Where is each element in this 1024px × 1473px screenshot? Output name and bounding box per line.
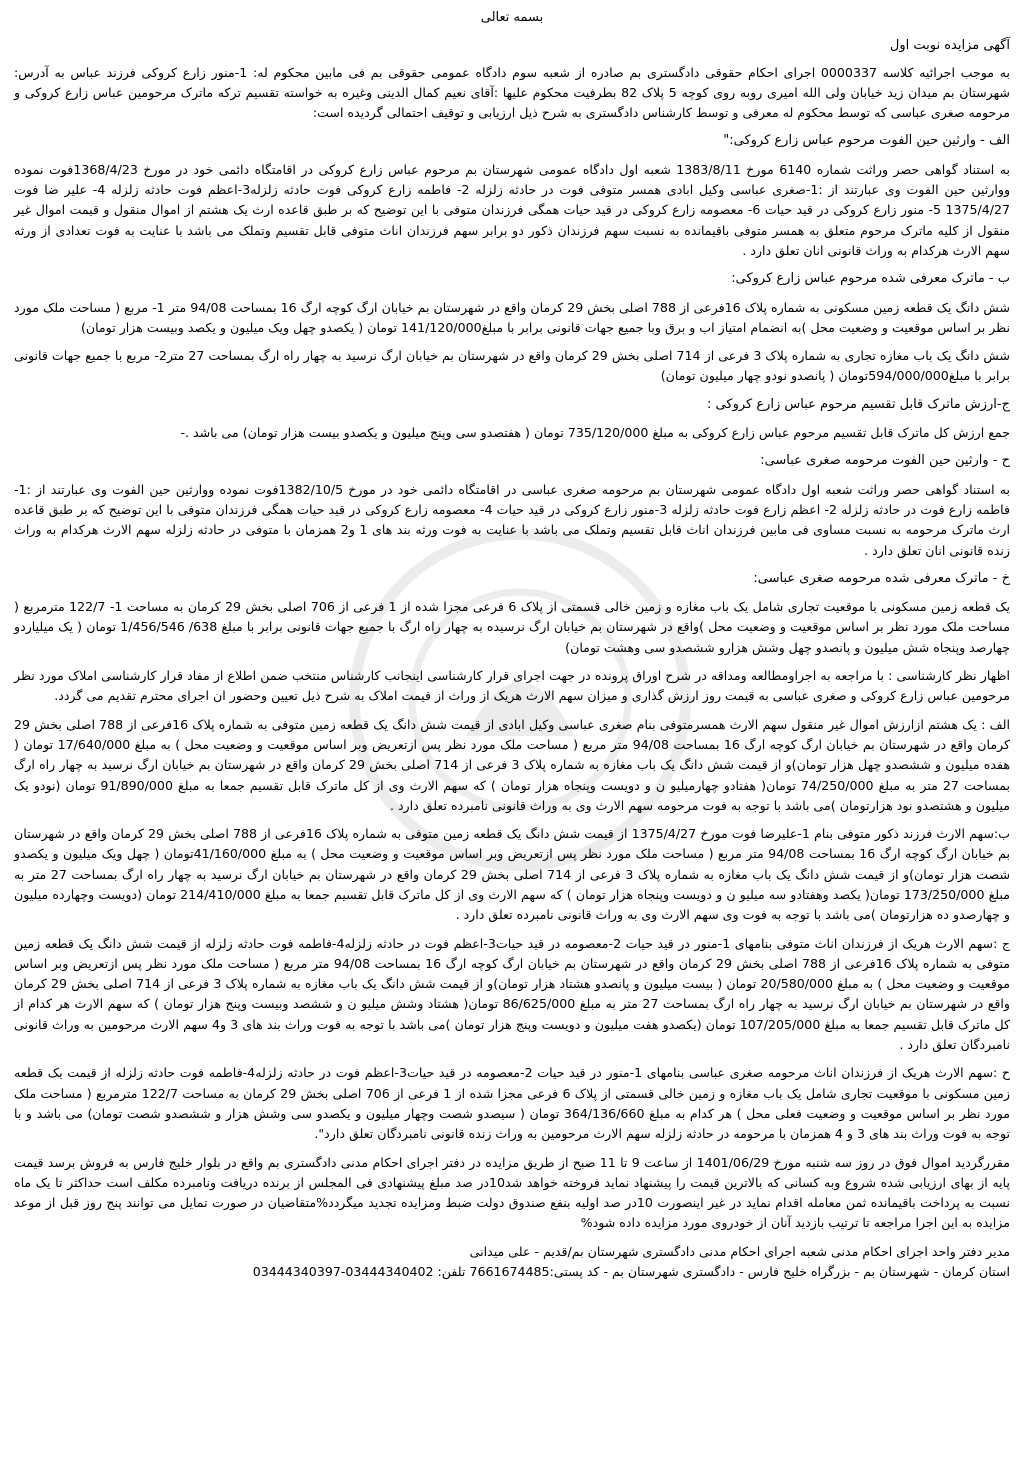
- document-title: بسمه تعالی: [480, 10, 544, 25]
- heirs-soghra-text: به استناد گواهی حصر وراثت شعبه اول دادگاه عمومی شهرستان بم مرحومه صغری عباسی در اقامتگاه دائمی خود در مورخ 1382/10/5فوت نموده ووارثین حین الفوت وی عبارتند از :1-فاطمه زارع فوت در حادثه زلزله 2- اعظم زارع فوت حادثه زلزله 3-منور زارع کروکی در قید حیات 4- معصومه زارع کروکی در قید حیات همگی فرزندان متوفی با این توضیح که بر طبق قاعده ارث ماترک مرحومه به نسبت مساوی فی مابین فرزندان اناث قابل تقسیم وتملک می باشد با عنایت به فوت ورثه بند های 1 و2 همزمان با متوفی در حادثه زلزله سهم الارث هرکدام به وراث زنده قانونی انان تعلق دارد .: [14, 481, 1011, 558]
- heirs-abbas-heading: الف - وارثین حین الفوت مرحوم عباس زارع کروکی:": [723, 133, 1010, 149]
- share-daughters-soghra-text: ح :سهم الارث هریک از فرزندان اناث مرحومه صغری عباسی بنامهای 1-منور در قید حیات 2-معصومه در قید حیات3-اعظم فوت در حادثه زلزله4-فاطمه فوت حادثه زلزله از قیمت یک قطعه زمین مسکونی با موقعیت تجاری شامل یک باب مغازه و زمین خالی قسمتی از پلاک 6 فرعی مجزا شده از 1 فرعی از 706 اصلی بخش 29 کرمان به مساحت 122/7 مترمربع ( مساحت ملک مورد نظر بر اساس موقعیت و وضعیت فعلی محل ) هر کدام به مبلغ 364/136/660 تومان ( سیصدو شصت وچهار میلیون و یکصدو سی وشش هزار و ششصدو شصت تومان) می باشد و با توجه به فوت وراث بند های 3 و 4 همزمان با مرحومه در حادثه زلزله سهم الارث مرحومین به وراث زنده قانونی نامبردگان تعلق دارد".: [14, 1065, 1010, 1142]
- expert-opinion-text: اظهار نظر کارشناسی : با مراجعه به اجراومطالعه ومداقه در شرح اوراق پرونده در جهت اجرای قرار کارشناسی اینجانب کارشناس منتخب ضمن اطلاع از مفاد قرار کارشناسی املاک مورد نظر مرحومین عباس زارع کروکی و صغری عباسی به قیمت روز ارزش گذاری و میزان سهم الارث هریک از وراث از قیمت املاک به شرح ذیل تعیین وحضور ان اجرای محترم تقدیم می گردد.: [14, 668, 1010, 704]
- estate-value-text: جمع ارزش کل ماترک قابل تقسیم مرحوم عباس زارع کروکی به مبلغ 735/120/000 تومان ( هفتصدو سی وپنج میلیون و یکصدو بیست هزار تومان) می باشد .-: [180, 425, 1010, 441]
- signature-line: مدیر دفتر واحد اجرای احکام مدنی شعبه اجرای احکام مدنی دادگستری شهرستان بم/قدیم - علی میدانی: [469, 1243, 1010, 1259]
- estate-abbas-heading: ب - ماترک معرفی شده مرحوم عباس زارع کروکی:: [731, 271, 1010, 287]
- heirs-abbas-text: به استناد گواهی حصر وراثت شماره 6140 مورخ 1383/8/11 شعبه اول دادگاه عمومی شهرستان بم مرحوم عباس زارع کروکی در اقامتگاه دائمی خود در مورخ 1368/4/23فوت نموده ووارثین حین الفوت وی عبارتند از :1-صغری عباسی وکیل ابادی همسر متوفی فوت در حادثه زلزله 2- فاطمه زارع کروکی فوت حادثه زلزله3-اعظم فوت حادثه زلزله 4- علیر ضا فوت 1375/4/27 5- منور زارع کروکی در قید حیات 6- معصومه زارع کروکی در قید حیات همگی فرزندان متوفی با این توضیح که بر طبق قاعده ارث یک هشتم از اموال منقول و قیمت اموال غیر منقول از کلیه ماترک مرحوم متعلق به همسر متوفی باقیمانده به نسبت سهم فرزندان ذکور دو برابر سهم فرزندان اناث متوفی قابل تقسیم وتملک می باشد با عنایت به فوت تعدادی از ورثه سهم الارث هرکدام به وراث قانونی انان تعلق دارد .: [14, 161, 1011, 258]
- estate-soghra-text: یک قطعه زمین مسکونی با موقعیت تجاری شامل یک باب مغازه و زمین خالی قسمتی از پلاک 6 فرعی مجزا شده از 1 فرعی از 706 اصلی بخش 29 کرمان به مساحت 1- 122/7 مترمربع ( مساحت ملک مورد نظر بر اساس موقعیت و وضعیت محل )واقع در شهرستان بم خیابان ارگ نرسیده به چهار راه ارگ با جمیع جهات قانونی برابر با مبلغ 638/ 1/456/546 تومان ( یک میلیاردو چهارصد وپنجاه شش میلیون و پانصدو چهل وشش هزارو ششصدو سی وهشت تومان): [14, 599, 1011, 655]
- estate-abbas-item-1: شش دانگ یک قطعه زمین مسکونی به شماره پلاک 16فرعی از 788 اصلی بخش 29 کرمان واقع در شهرستان بم خیابان ارگ کوچه ارگ 16 بمساحت 94/08 متر 1- مربع ( مساحت ملک مورد نظر بر اساس موقعیت و وضعیت محل )به انضمام امتیاز اب و برق وبا جمیع جهات قانونی برابر با مبلغ141/120/000 تومان ( یکصدو چهل ویک میلیون و یکصد وبیست هزار تومان): [14, 299, 1010, 335]
- intro-paragraph: به موجب اجرائیه کلاسه 0000337 اجرای احکام حقوقی دادگستری بم صادره از شعبه سوم دادگاه عمومی حقوقی بم فی مابین محکوم له: 1-منور زارع کروکی فرزند عباس به آدرس: شهرستان بم میدان زید خیابان ولی الله امیری روبه روی کوچه 5 پلاک 82 بطرفیت محکوم علیها :آقای نعیم کمال الدینی وغیره به خواسته تقسیم ترکه ماترک مرحومین عباس زارع کروکی و مرحومه صغری عباسی که توسط محکوم له معرفی و توسط کارشناس دادگستری به شرح ذیل ارزیابی و توقیف احتمالی گردیده است:: [14, 64, 1010, 121]
- auction-terms-text: مقررگردید اموال فوق در روز سه شنبه مورخ 1401/06/29 از ساعت 9 تا 11 صبح از طریق مزایده در دفتر اجرای احکام مدنی دادگستری بم واقع در بلوار خلیج فارس به فروش برسد قیمت پایه از بهای ارزیابی شده شروع وبه کسانی که بالاترین قیمت را پیشنهاد نماید فروخته خواهد شد10در صد مبلغ پیشنهادی فی المجلس از برنده دریافت ونامبرده مکلف است حداکثر تا یک ماه نسبت به پرداخت باقیمانده ثمن معامله اقدام نماید در غیر اینصورت 10در صد اولیه بنفع صندوق دولت ضبط ومزایده تجدید میگردد%متقاضیان در صورت تمایل می توانند پنج روز قبل از موعد مزایده به این اجرا مراجعه تا ترتیب بازدید آنان از خودروی مورد مزایده داده شود%: [14, 1154, 1011, 1231]
- estate-abbas-item-2: شش دانگ یک باب مغازه تجاری به شماره پلاک 3 فرعی از 714 اصلی بخش 29 کرمان واقع در شهرستان بم خیابان ارگ نرسید به چهار راه ارگ بمساحت 27 متر2- مربع با جمیع جهات قانونی برابر با مبلغ594/000/000تومان ( پانصدو نودو چهار میلیون تومان): [14, 348, 1010, 384]
- share-daughters-abbas-text: ج :سهم الارث هریک از فرزندان اناث متوفی بنامهای 1-منور در قید حیات 2-معصومه در قید حیات3-اعظم فوت در حادثه زلزله4-فاطمه فوت حادثه زلزله از قیمت شش دانگ یک قطعه زمین متوفی به شماره پلاک 16فرعی از 788 اصلی بخش 29 کرمان واقع در شهرستان بم خیابان ارگ کوچه ارگ 16 بمساحت 94/08 متر مربع ( مساحت ملک مورد نظر پس ازتعریض وبر اساس موقعیت و وضعیت محل ) به مبلغ 20/580/000 تومان ( بیست میلیون و پانصدو هشتاد هزار تومان)و از قیمت شش دانگ یک باب مغازه به شماره پلاک 3 فرعی از 714 اصلی بخش 29 کرمان واقع در شهرستان بم خیابان ارگ نرسید به چهار راه ارگ بمساحت 27 متر به مبلغ 86/625/000 تومان( هشتاد وشش میلیو ن و ششصد وبیست وپنج هزار تومان ) که سهم الارث هر کدام از کل ماترک قابل تقسیم جمعا به مبلغ 107/205/000 تومان (یکصدو هفت میلیون و دویست وپنج هزار تومان )می باشد با توجه به فوت وراث بند های 3 و4 سهم الارث مرحومین به وراث قانونی نامبردگان تعلق دارد .: [14, 935, 1011, 1053]
- share-spouse-text: الف : یک هشتم ازارزش اموال غیر منقول سهم الارث همسرمتوفی بنام صغری عباسی وکیل ابادی از قیمت شش دانگ یک قطعه زمین متوفی به شماره پلاک 16فرعی از 788 اصلی بخش 29 کرمان واقع در شهرستان بم خیابان ارگ کوچه ارگ 16 بمساحت 94/08 متر مربع ( مساحت ملک مورد نظر پس ازتعریض وبر اساس موقعیت و وضعیت محل ) به مبلغ 17/640/000 تومان ( هفده میلیون و ششصدو چهل هزار تومان)و از قیمت شش دانگ یک باب مغازه به شماره پلاک 3 فرعی از 714 اصلی بخش 29 کرمان واقع در شهرستان بم خیابان ارگ نرسید به چهار راه ارگ بمساحت 27 متر به مبلغ 74/250/000 تومان( هفتادو چهارمیلیو ن و دویست وپنجاه هزار تومان ) که سهم الارث وی از کل ماترک قابل تقسیم جمعا به مبلغ 91/890/000 تومان (نودو یک میلیون و هشتصدو نود هزارتومان )می باشد با توجه به فوت مرحومه سهم الارث وی به وراث قانونی نامبرده تعلق دارد .: [14, 716, 1011, 813]
- estate-value-heading: ج-ارزش ماترک قابل تقسیم مرحوم عباس زارع کروکی :: [707, 396, 1010, 412]
- estate-soghra-heading: خ - ماترک معرفی شده مرحومه صغری عباسی:: [753, 570, 1010, 586]
- auction-notice-document: [10, 0, 1014, 1282]
- notice-subtitle: آگهی مزایده نوبت اول: [889, 38, 1010, 54]
- address-line: استان کرمان - شهرستان بم - بزرگراه خلیج فارس - دادگستری شهرستان بم - کد پستی:7661674485 تلفن: 03444340402-03444340397: [252, 1264, 1010, 1280]
- heirs-soghra-heading: ح - وارثین حین الفوت مرحومه صغری عباسی:: [760, 453, 1010, 469]
- share-son-text: ب:سهم الارث فرزند ذکور متوفی بنام 1-علیرضا فوت مورخ 1375/4/27 از قیمت شش دانگ یک قطعه زمین متوفی به شماره پلاک 16فرعی از 788 اصلی بخش 29 کرمان واقع در شهرستان بم خیابان ارگ کوچه ارگ 16 بمساحت 94/08 متر مربع ( مساحت ملک مورد نظر پس ازتعریض وبر اساس موقعیت و وضعیت محل ) به مبلغ 41/160/000تومان ( چهل ویک میلیون و یکصدو شصت هزار تومان)و از قیمت شش دانگ یک باب مغازه به شماره پلاک 3 فرعی از 714 اصلی بخش 29 کرمان واقع در شهرستان بم خیابان ارگ نرسید به چهار راه ارگ بمساحت 27 متر به مبلغ 173/250/000 تومان( یکصد وهفتادو سه میلیو ن و دویست وپنجاه هزار تومان ) که سهم الارث وی از کل ماترک قابل تقسیم جمعا به مبلغ 214/410/000 تومان (دویست وچهارده میلیون و چهارصدو ده هزارتومان )می باشد با توجه به فوت وی سهم الارث وی به وراث قانونی نامبرده تعلق دارد .: [14, 826, 1011, 923]
